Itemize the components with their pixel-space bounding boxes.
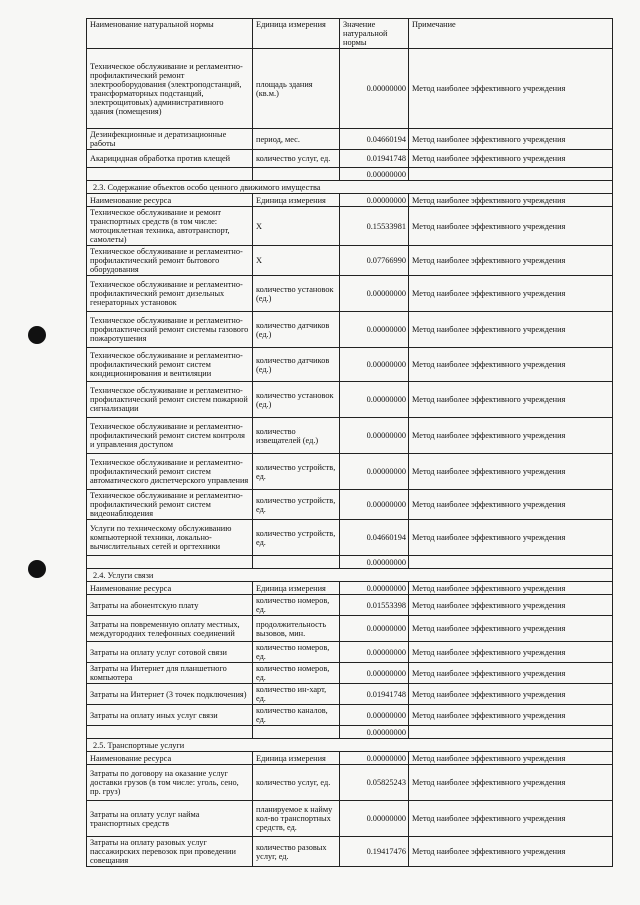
- punch-hole-bottom: [28, 560, 46, 578]
- row-name: Акарицидная обработка против клещей: [87, 150, 253, 168]
- header-value: Значение натуральной нормы: [340, 19, 409, 49]
- row-unit: количество номеров, ед.: [253, 595, 340, 616]
- row-unit: количество установок (ед.): [253, 382, 340, 418]
- row-name: Затраты на Интернет (3 точек подключения): [87, 684, 253, 705]
- row-unit: Х: [253, 207, 340, 246]
- row-note: Метод наиболее эффективного учреждения: [409, 705, 613, 726]
- total-row: [87, 556, 613, 569]
- row-name: Затраты на абонентскую плату: [87, 595, 253, 616]
- row-note: Метод наиболее эффективного учреждения: [409, 520, 613, 556]
- total-value: 0.00000000: [340, 168, 409, 181]
- section-title: 2.3. Содержание объектов особо ценного движимого имущества: [87, 181, 613, 194]
- row-unit: площадь здания (кв.м.): [253, 49, 340, 129]
- row-value: 0.05825243: [340, 765, 409, 801]
- section-head-row: [87, 194, 613, 207]
- table-row: [87, 246, 613, 276]
- row-value: 0.00000000: [340, 663, 409, 684]
- row-name: Техническое обслуживание и регламентно-профилактический ремонт бытового оборудования: [87, 246, 253, 276]
- table-row: [87, 418, 613, 454]
- row-note: Метод наиболее эффективного учреждения: [409, 276, 613, 312]
- total-row: [87, 168, 613, 181]
- head-unit: Единица измерения: [253, 582, 340, 595]
- row-name: Техническое обслуживание и регламентно-профилактический ремонт систем автоматического диспетчерского управления: [87, 454, 253, 490]
- table-row: [87, 837, 613, 867]
- section-title: 2.4. Услуги связи: [87, 569, 613, 582]
- row-unit: количество разовых услуг, ед.: [253, 837, 340, 867]
- row-unit: Х: [253, 246, 340, 276]
- row-value: 0.00000000: [340, 705, 409, 726]
- row-value: 0.00000000: [340, 616, 409, 642]
- row-note: Метод наиболее эффективного учреждения: [409, 801, 613, 837]
- table-row: [87, 49, 613, 129]
- row-unit: период, мес.: [253, 129, 340, 150]
- row-unit: количество номеров, ед.: [253, 642, 340, 663]
- norms-table: [86, 18, 613, 867]
- row-note: Метод наиболее эффективного учреждения: [409, 246, 613, 276]
- table-row: [87, 642, 613, 663]
- table-row: [87, 765, 613, 801]
- row-name: Техническое обслуживание и регламентно-профилактический ремонт системы газового пожаротушения: [87, 312, 253, 348]
- table-row: [87, 312, 613, 348]
- row-value: 0.00000000: [340, 382, 409, 418]
- punch-hole-top: [28, 326, 46, 344]
- row-unit: количество датчиков (ед.): [253, 312, 340, 348]
- section-head-row: [87, 752, 613, 765]
- row-value: 0.04660194: [340, 129, 409, 150]
- row-note: Метод наиболее эффективного учреждения: [409, 49, 613, 129]
- row-unit: количество устройств, ед.: [253, 454, 340, 490]
- row-note: Метод наиболее эффективного учреждения: [409, 348, 613, 382]
- row-note: Метод наиболее эффективного учреждения: [409, 312, 613, 348]
- row-note: Метод наиболее эффективного учреждения: [409, 490, 613, 520]
- row-name: Техническое обслуживание и регламентно-профилактический ремонт систем кондиционирования и вентиляции: [87, 348, 253, 382]
- row-value: 0.00000000: [340, 348, 409, 382]
- head-value: 0.00000000: [340, 752, 409, 765]
- row-value: 0.01941748: [340, 684, 409, 705]
- row-unit: количество извещателей (ед.): [253, 418, 340, 454]
- head-note: Метод наиболее эффективного учреждения: [409, 582, 613, 595]
- row-note: Метод наиболее эффективного учреждения: [409, 150, 613, 168]
- row-unit: количество устройств, ед.: [253, 520, 340, 556]
- row-name: Техническое обслуживание и регламентно-профилактический ремонт систем пожарной сигнализации: [87, 382, 253, 418]
- table-row: [87, 348, 613, 382]
- row-unit: количество установок (ед.): [253, 276, 340, 312]
- section-head-row: [87, 582, 613, 595]
- header-name: Наименование натуральной нормы: [87, 19, 253, 49]
- head-value: 0.00000000: [340, 582, 409, 595]
- row-name: Затраты на повременную оплату местных, междугородних телефонных соединений: [87, 616, 253, 642]
- head-name: Наименование ресурса: [87, 752, 253, 765]
- section-title-row: [87, 569, 613, 582]
- table-row: [87, 150, 613, 168]
- row-name: Дезинфекционные и дератизационные работы: [87, 129, 253, 150]
- row-value: 0.00000000: [340, 801, 409, 837]
- row-name: Техническое обслуживание и регламентно-профилактический ремонт электрооборудования (электроподстанций, трансформаторных подстанций, электрощитовых) административного здания (помещения): [87, 49, 253, 129]
- row-value: 0.15533981: [340, 207, 409, 246]
- head-unit: Единица измерения: [253, 194, 340, 207]
- header-note: Примечание: [409, 19, 613, 49]
- head-note: Метод наиболее эффективного учреждения: [409, 194, 613, 207]
- table-row: [87, 490, 613, 520]
- row-note: Метод наиболее эффективного учреждения: [409, 595, 613, 616]
- row-value: 0.07766990: [340, 246, 409, 276]
- table-row: [87, 663, 613, 684]
- table-header-row: [87, 19, 613, 49]
- row-note: Метод наиболее эффективного учреждения: [409, 382, 613, 418]
- row-name: Техническое обслуживание и регламентно-профилактический ремонт дизельных генераторных установок: [87, 276, 253, 312]
- total-value: 0.00000000: [340, 726, 409, 739]
- head-unit: Единица измерения: [253, 752, 340, 765]
- row-unit: количество каналов, ед.: [253, 705, 340, 726]
- row-value: 0.04660194: [340, 520, 409, 556]
- row-unit: количество устройств, ед.: [253, 490, 340, 520]
- row-value: 0.19417476: [340, 837, 409, 867]
- row-note: Метод наиболее эффективного учреждения: [409, 765, 613, 801]
- head-value: 0.00000000: [340, 194, 409, 207]
- row-note: Метод наиболее эффективного учреждения: [409, 684, 613, 705]
- table-row: [87, 382, 613, 418]
- table-row: [87, 616, 613, 642]
- table-row: [87, 207, 613, 246]
- row-value: 0.00000000: [340, 642, 409, 663]
- row-note: Метод наиболее эффективного учреждения: [409, 454, 613, 490]
- row-value: 0.01553398: [340, 595, 409, 616]
- row-unit: количество услуг, ед.: [253, 150, 340, 168]
- row-name: Техническое обслуживание и регламентно-профилактический ремонт систем видеонаблюдения: [87, 490, 253, 520]
- table-row: [87, 129, 613, 150]
- row-unit: количество услуг, ед.: [253, 765, 340, 801]
- table-row: [87, 801, 613, 837]
- row-value: 0.01941748: [340, 150, 409, 168]
- table-row: [87, 454, 613, 490]
- row-note: Метод наиболее эффективного учреждения: [409, 129, 613, 150]
- row-name: Затраты на оплату разовых услуг пассажирских перевозок при проведении совещания: [87, 837, 253, 867]
- section-title-row: [87, 181, 613, 194]
- row-note: Метод наиболее эффективного учреждения: [409, 207, 613, 246]
- row-unit: количество ин-харт, ед.: [253, 684, 340, 705]
- row-note: Метод наиболее эффективного учреждения: [409, 642, 613, 663]
- total-value: 0.00000000: [340, 556, 409, 569]
- row-value: 0.00000000: [340, 418, 409, 454]
- row-unit: планируемое к найму кол-во транспортных средств, ед.: [253, 801, 340, 837]
- row-name: Затраты на оплату иных услуг связи: [87, 705, 253, 726]
- total-row: [87, 726, 613, 739]
- row-name: Услуги по техническому обслуживанию компьютерной техники, локально-вычислительных сетей и оргтехники: [87, 520, 253, 556]
- row-name: Техническое обслуживание и регламентно-профилактический ремонт систем контроля и управления доступом: [87, 418, 253, 454]
- row-name: Затраты на оплату услуг сотовой связи: [87, 642, 253, 663]
- section-title: 2.5. Транспортные услуги: [87, 739, 613, 752]
- row-unit: продолжительность вызовов, мин.: [253, 616, 340, 642]
- row-value: 0.00000000: [340, 490, 409, 520]
- table-row: [87, 595, 613, 616]
- table-row: [87, 684, 613, 705]
- row-note: Метод наиболее эффективного учреждения: [409, 837, 613, 867]
- table-row: [87, 520, 613, 556]
- row-note: Метод наиболее эффективного учреждения: [409, 616, 613, 642]
- header-unit: Единица измерения: [253, 19, 340, 49]
- row-note: Метод наиболее эффективного учреждения: [409, 418, 613, 454]
- row-name: Затраты на Интернет для планшетного компьютера: [87, 663, 253, 684]
- row-unit: количество номеров, ед.: [253, 663, 340, 684]
- row-name: Техническое обслуживание и ремонт транспортных средств (в том числе: мотоциклетная техника, автотранспорт, самолеты): [87, 207, 253, 246]
- head-name: Наименование ресурса: [87, 194, 253, 207]
- table-row: [87, 705, 613, 726]
- row-value: 0.00000000: [340, 276, 409, 312]
- section-title-row: [87, 739, 613, 752]
- head-name: Наименование ресурса: [87, 582, 253, 595]
- document-page: [86, 18, 612, 867]
- row-unit: количество датчиков (ед.): [253, 348, 340, 382]
- row-value: 0.00000000: [340, 312, 409, 348]
- table-row: [87, 276, 613, 312]
- row-name: Затраты на оплату услуг найма транспортных средств: [87, 801, 253, 837]
- row-note: Метод наиболее эффективного учреждения: [409, 663, 613, 684]
- row-value: 0.00000000: [340, 454, 409, 490]
- row-name: Затраты по договору на оказание услуг доставки грузов (в том числе: уголь, сено, пр. груз): [87, 765, 253, 801]
- row-value: 0.00000000: [340, 49, 409, 129]
- head-note: Метод наиболее эффективного учреждения: [409, 752, 613, 765]
